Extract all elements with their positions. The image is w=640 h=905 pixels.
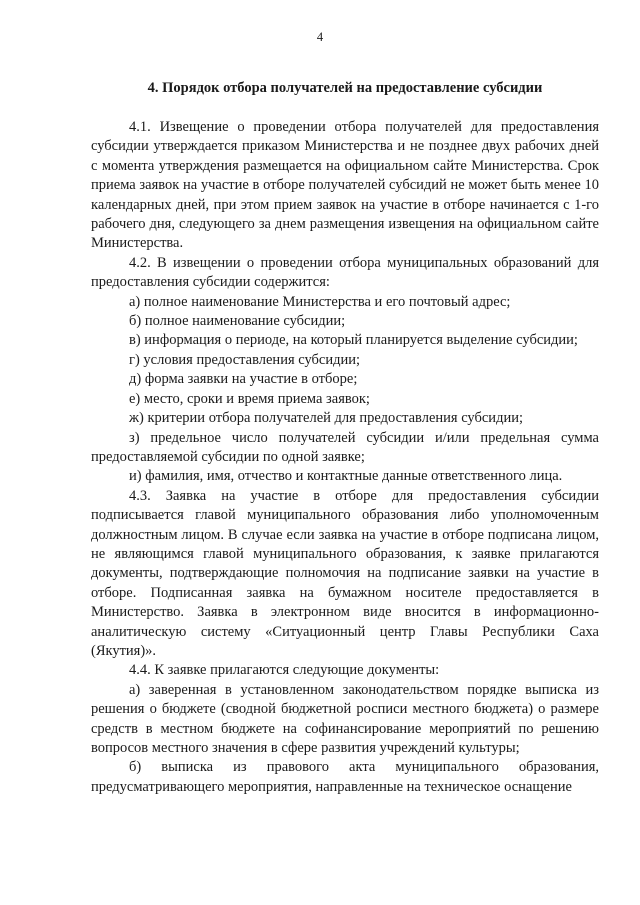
list-item-g: г) условия предоставления субсидии; bbox=[129, 351, 361, 368]
list-item-i: и) фамилия, имя, отчество и контактные данные ответственного лица. bbox=[129, 468, 563, 485]
list-item-e: е) место, сроки и время приема заявок; bbox=[129, 390, 370, 407]
paragraph-4-4: 4.4. К заявке прилагаются следующие документы: bbox=[129, 662, 440, 679]
paragraph-4-3: 4.3. Заявка на участие в отборе для предоставления субсидии подписывается главой муниципального образования либо уполномоченным должностным лицом. В случае если заявка на участие в отборе подписана лицом, не являющимся главой муниципального образования, к заявке прилагаются документы, подтверждающие полномочия на подписание заявки на участие в отборе. Подписанная заявка на бумажном носителе предоставляется в Министерство. Заявка в электронном виде вносится в информационно-аналитическую систему «Ситуационный центр Главы Республики Саха (Якутия)». bbox=[91, 487, 599, 659]
page-number: 4 bbox=[316, 30, 324, 44]
list-item-d: д) форма заявки на участие в отборе; bbox=[129, 371, 358, 388]
list-item-zh: ж) критерии отбора получателей для предоставления субсидии; bbox=[129, 410, 523, 427]
list-item-z: з) предельное число получателей субсидии и/или предельная сумма предоставляемой субсидии по одной заявке; bbox=[91, 429, 599, 465]
paragraph-4-2: 4.2. В извещении о проведении отбора муниципальных образований для предоставления субсидии содержится: bbox=[91, 254, 599, 291]
attachment-item-b: б) выписка из правового акта муниципального образования, предусматривающего мероприятия, направленные на техническое оснащение bbox=[91, 759, 599, 795]
list-item-a: а) полное наименование Министерства и его почтовый адрес; bbox=[129, 293, 511, 310]
attachment-item-a: а) заверенная в установленном законодательством порядке выписка из решения о бюджете (сводной бюджетной росписи местного бюджета) о размере средств в местном бюджете на софинансирование мероприятий по решению вопросов местного значения в сфере развития учреждений культуры; bbox=[91, 681, 599, 756]
paragraph-4-1: 4.1. Извещение о проведении отбора получателей для предоставления субсидии утверждается приказом Министерства и не позднее двух рабочих дней с момента утверждения размещается на официальном сайте Министерства. Срок приема заявок на участие в отборе получателей субсидий не может быть менее 10 календарных дней, при этом прием заявок на участие в отборе начинается с 1-го рабочего дня, следующего за днем размещения извещения на официальном сайте Министерства. bbox=[91, 119, 599, 252]
document-body bbox=[91, 118, 599, 797]
section-heading: 4. Порядок отбора получателей на предоставление субсидии bbox=[147, 80, 543, 96]
list-item-b: б) полное наименование субсидии; bbox=[129, 313, 346, 330]
list-item-v: в) информация о периоде, на который планируется выделение субсидии; bbox=[129, 332, 578, 349]
